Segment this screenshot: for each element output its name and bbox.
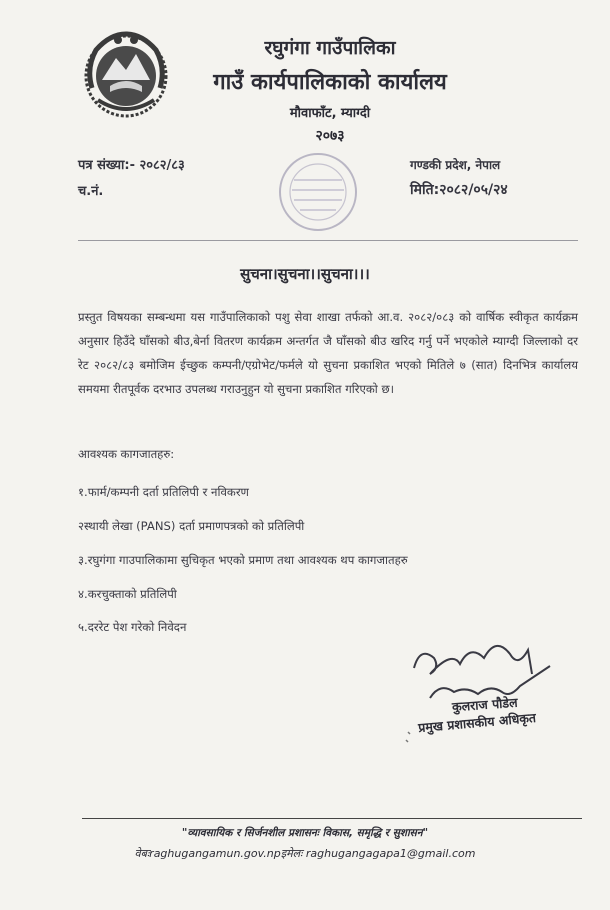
signatory-name: कुलराज पौडेल: [451, 694, 519, 715]
document-item: २स्थायी लेखा (PANS) दर्ता प्रमाणपत्रको को प्रतिलिपी: [78, 519, 305, 533]
header-divider: [78, 240, 578, 241]
document-item: १.फार्म/कम्पनी दर्ता प्रतिलिपी र नविकरण: [78, 485, 249, 499]
document-item: ४.करचुक्ताको प्रतिलिपी: [78, 587, 177, 601]
municipality-name: रघुगंगा गाउँपालिका: [264, 37, 396, 59]
office-name: गाउँ कार्यपालिकाको कार्यालय: [213, 70, 447, 95]
document-item: ५.दररेट पेश गरेको निवेदन: [78, 620, 187, 634]
letter-number: पत्र संख्या:- २०८२/८३: [78, 158, 185, 173]
reference-number: च.नं.: [78, 184, 104, 199]
footer-motto: "व्यावसायिक र सिर्जनशील प्रशासनः विकास, समृद्धि र सुशासन": [181, 827, 429, 839]
footer-contact: वेबःraghugangamun.gov.npइमेलः raghugangagapa1@gmail.com: [134, 847, 476, 860]
letter-date: मिति:२०८२/०५/२४: [410, 182, 508, 198]
footer-divider: [82, 818, 582, 819]
signatory-title: प्रमुख प्रशासकीय अधिकृत: [417, 709, 537, 736]
established-year: २०७३: [315, 128, 345, 144]
required-documents-heading: आवश्यक कागजातहरु:: [78, 447, 175, 461]
document-item: ३.रघुगंगा गाउपालिकामा सुचिकृत भएको प्रमाण तथा आवश्यक थप कागजातहरु: [78, 553, 408, 567]
office-stamp-icon: [276, 150, 360, 234]
notice-body: प्रस्तुत विषयका सम्बन्धमा यस गाउँपालिकाको पशु सेवा शाखा तर्फको आ.व. २०८२/०८३ को वार्षिक स्वीकृत कार्यक्रम अनुसार हिउँदे घाँसको बीउ,बेर्ना वितरण कार्यक्रम अन्तर्गत जै घाँसको बीउ खरिद गर्नु पर्ने भएकोले म्याग्दी जिल्लाको दर रेट २०८२/८३ बमोजिम ईच्छुक कम्पनी/एग्रोभेट/फर्मले यो सुचना प्रकाशित भएको मितिले ७ (सात) दिनभित्र कार्यालय समयमा रीतपूर्वक दरभाउ उपलब्ध गराउनुहुन यो सुचना प्रकाशित गरिएको छ।: [78, 310, 578, 396]
province-label: गण्डकी प्रदेश, नेपाल: [410, 158, 501, 172]
office-address: मौवाफाँट, म्याग्दी: [289, 106, 371, 121]
notice-heading: सुचना।सुचना।।सुचना।।।: [240, 265, 370, 283]
